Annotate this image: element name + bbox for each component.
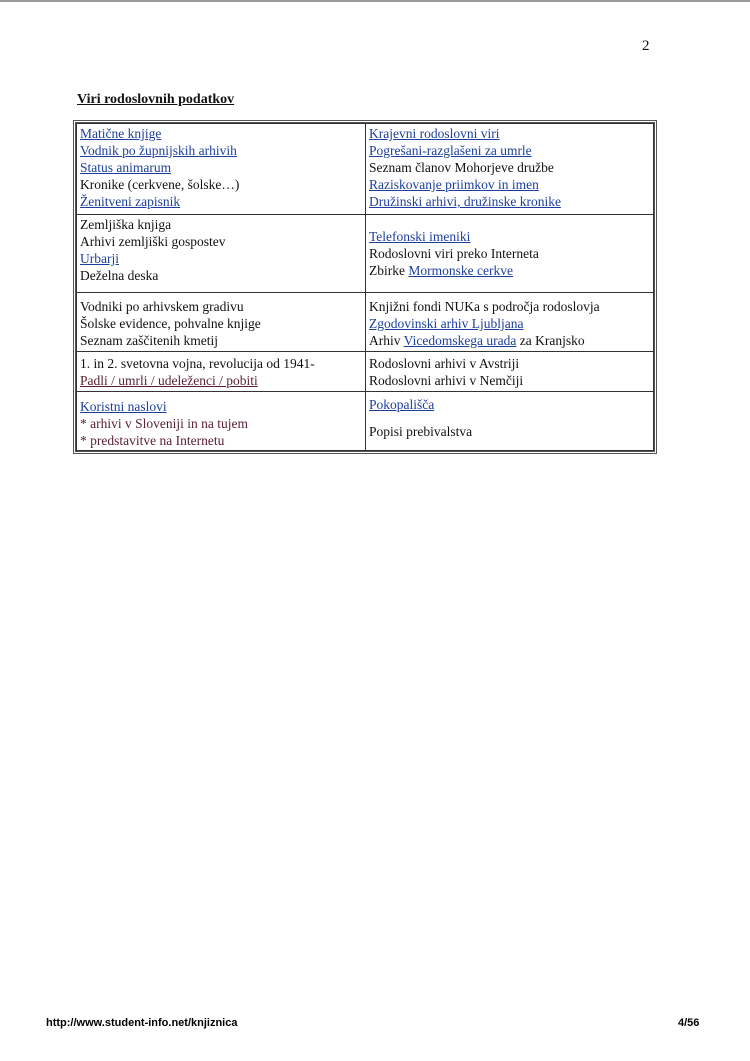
footer-page-count: 4/56: [678, 1017, 700, 1029]
link-maticne-knjige[interactable]: Matične knjige: [80, 126, 162, 141]
cell-r5-right: [365, 391, 654, 451]
link-status-animarum[interactable]: Status animarum: [80, 160, 172, 175]
text-popisi-prebivalstva: Popisi prebivalstva: [369, 424, 473, 439]
link-raziskovanje-priimkov[interactable]: Raziskovanje priimkov in imen: [369, 177, 539, 192]
text-mohorjeva: Seznam članov Mohorjeve družbe: [369, 160, 554, 175]
section-heading: Viri rodoslovnih podatkov: [77, 92, 235, 107]
text-kronike: Kronike (cerkvene, šolske…): [80, 177, 240, 192]
link-krajevni-viri[interactable]: Krajevni rodoslovni viri: [369, 126, 500, 141]
text-vodniki-gradivo: Vodniki po arhivskem gradivu: [80, 299, 244, 314]
link-telefonski-imeniki[interactable]: Telefonski imeniki: [369, 229, 471, 244]
text-predstavitve-internet: * predstavitve na Internetu: [80, 433, 225, 448]
text-za-kranjsko: za Kranjsko: [516, 333, 585, 348]
cell-r4-right: [365, 351, 654, 392]
link-mormonske-cerkve[interactable]: Mormonske cerkve: [408, 263, 513, 278]
link-pogresani[interactable]: Pogrešani-razglašeni za umrle: [369, 143, 532, 158]
link-koristni-naslovi[interactable]: Koristni naslovi: [80, 399, 167, 414]
text-zemljiska-knjiga: Zemljiška knjiga: [80, 217, 172, 232]
link-urbarji[interactable]: Urbarji: [80, 251, 119, 266]
cell-r3-right: [365, 292, 654, 352]
cell-spacer: [369, 413, 650, 423]
link-pokopalisca[interactable]: Pokopališča: [369, 397, 435, 412]
link-vicedomskega-urada[interactable]: Vicedomskega urada: [403, 333, 517, 348]
text-zbirke: Zbirke: [369, 263, 409, 278]
text-vicedomski-line: [369, 332, 650, 349]
link-vodnik-zupnijski[interactable]: Vodnik po župnijskih arhivih: [80, 143, 237, 158]
page-number: 2: [642, 38, 650, 54]
cell-r2-left: [76, 214, 366, 293]
top-edge-line: [0, 0, 750, 2]
cell-r5-left: [76, 391, 366, 451]
text-knjizni-fondi: Knjižni fondi NUKa s področja rodoslovja: [369, 299, 600, 314]
cell-r3-left: [76, 292, 366, 352]
cell-r4-left: [76, 351, 366, 392]
footer-url: http://www.student-info.net/knjiznica: [46, 1017, 238, 1029]
text-solske-evidence: Šolske evidence, pohvalne knjige: [80, 316, 261, 331]
sources-table: [73, 120, 657, 454]
text-arhiv-prefix: Arhiv: [369, 333, 404, 348]
link-zenitveni-zapisnik[interactable]: Ženitveni zapisnik: [80, 194, 181, 209]
link-druzinski-arhivi[interactable]: Družinski arhivi, družinske kronike: [369, 194, 561, 209]
cell-r1-left: [76, 123, 366, 215]
text-arhivi-gospostev: Arhivi zemljiški gospostev: [80, 234, 226, 249]
text-arhivi-avstrija: Rodoslovni arhivi v Avstriji: [369, 356, 520, 371]
text-internet-viri: Rodoslovni viri preko Interneta: [369, 246, 539, 261]
text-zasciteni-kmetije: Seznam zaščitenih kmetij: [80, 333, 218, 348]
text-dezelna-deska: Deželna deska: [80, 268, 159, 283]
link-padli-umrli[interactable]: Padli / umrli / udeleženci / pobiti: [80, 373, 258, 388]
cell-r1-right: [365, 123, 654, 215]
text-arhivi-nemcija: Rodoslovni arhivi v Nemčiji: [369, 373, 524, 388]
text-arhivi-slovenija: * arhivi v Sloveniji in na tujem: [80, 416, 248, 431]
text-svetovna-vojna: 1. in 2. svetovna vojna, revolucija od 1941-: [80, 356, 315, 371]
text-zbirke-line: [369, 262, 650, 279]
link-zgodovinski-arhiv[interactable]: Zgodovinski arhiv Ljubljana: [369, 316, 524, 331]
cell-r2-right: [365, 214, 654, 293]
